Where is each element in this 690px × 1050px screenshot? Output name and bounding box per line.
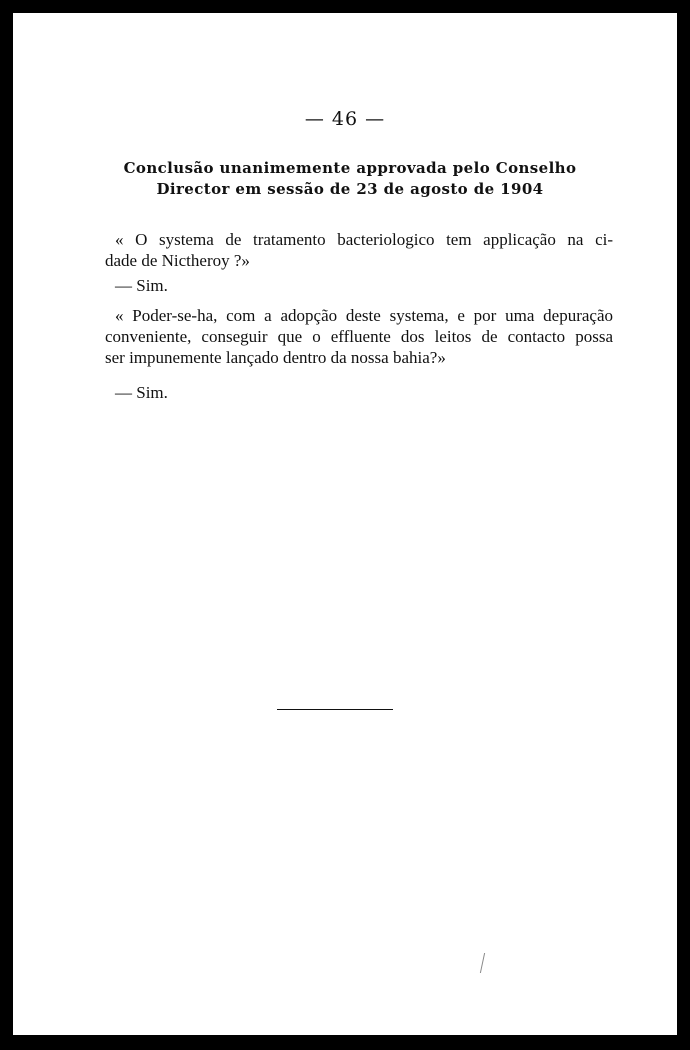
heading-line: Director em sessão de 23 de agosto de 1904 bbox=[156, 180, 544, 198]
text-line: dade de Nictheroy ?» bbox=[105, 251, 250, 270]
text-line: « Poder-se-ha, com a adopção deste systema, e por uma depuração bbox=[115, 306, 613, 325]
answer-1: — Sim. bbox=[115, 276, 168, 295]
page-number: — 46 — bbox=[304, 108, 386, 130]
text-line: « O systema de tratamento bacteriologico tem applicação na ci- bbox=[115, 230, 613, 249]
answer-2: — Sim. bbox=[115, 383, 168, 402]
pencil-mark bbox=[480, 953, 489, 973]
text-line: conveniente, conseguir que o effluente dos leitos de contacto possa bbox=[105, 327, 613, 346]
text-line: ser impunemente lançado dentro da nossa bahia?» bbox=[105, 348, 446, 367]
section-heading bbox=[73, 158, 627, 200]
question-paragraph-1 bbox=[105, 229, 613, 271]
horizontal-rule bbox=[277, 709, 393, 710]
question-paragraph-2 bbox=[105, 305, 613, 368]
heading-line: Conclusão unanimemente approvada pelo Conselho bbox=[123, 159, 577, 177]
document-page bbox=[13, 13, 677, 1035]
